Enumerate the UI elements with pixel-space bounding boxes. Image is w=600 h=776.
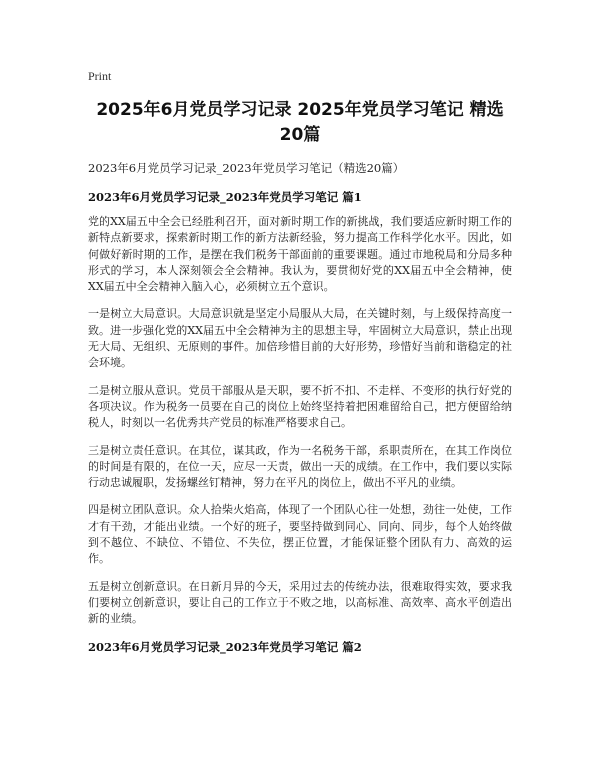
print-label: Print [88, 69, 112, 83]
section-heading: 2023年6月党员学习记录_2023年党员学习笔记 篇2 [88, 639, 362, 654]
section-1 [88, 189, 512, 628]
document-subtitle: 2023年6月党员学习记录_2023年党员学习笔记（精选20篇） [88, 161, 405, 175]
paragraph: 三是树立责任意识。在其位，谋其政，作为一名税务干部，系职责所在，在其工作岗位的时间是有限的，在位一天，应尽一天责，做出一天的成绩。在工作中，我们要以实际行动忠诚履职，发扬螺丝钉精神，努力在平凡的岗位上，做出不平凡的业绩。 [88, 443, 512, 490]
paragraph: 一是树立大局意识。大局意识就是坚定小局服从大局，在关键时刻，与上级保持高度一致。进一步强化党的XX届五中全会精神为主的思想主导，牢固树立大局意识，禁止出现无大局、无组织、无原则的事件。加倍珍惜目前的大好形势，珍惜好当前和谐稳定的社会环境。 [88, 307, 512, 370]
paragraph: 二是树立服从意识。党员干部服从是天职，要不折不扣、不走样、不变形的执行好党的各项决议。作为税务一员要在自己的岗位上始终坚持着把困难留给自己，把方便留给纳税人，时刻以一名优秀共产党员的标准严格要求自己。 [88, 383, 512, 430]
section-heading: 2023年6月党员学习记录_2023年党员学习笔记 篇1 [88, 190, 362, 204]
section-2 [88, 639, 512, 656]
document-page [88, 68, 512, 664]
paragraph: 五是树立创新意识。在日新月异的今天，采用过去的传统办法，很难取得实效，要求我们要树立创新意识，要让自己的工作立于不败之地，以高标准、高效率、高水平创造出新的业绩。 [88, 579, 512, 626]
document-title: 2025年6月党员学习记录 2025年党员学习笔记 精选20篇 [96, 100, 504, 145]
paragraph: 党的XX届五中全会已经胜利召开，面对新时期工作的新挑战，我们要适应新时期工作的新特点新要求，探索新时期工作的新方法新经验，努力提高工作科学化水平。因此，如何做好新时期的工作，是摆在我们税务干部面前的重要课题。通过市地税局和分局多种形式的学习，本人深刻领会全会精神。我认为，要贯彻好党的XX届五中全会精神，使XX届五中全会精神入脑入心，必须树立五个意识。 [88, 215, 512, 294]
paragraph: 四是树立团队意识。众人拾柴火焰高，体现了一个团队心往一处想，劲往一处使，工作才有干劲，才能出业绩。一个好的班子，要坚持做到同心、同向、同步，每个人始终做到不越位、不缺位、不错位、不失位，摆正位置，才能保证整个团队有力、高效的运作。 [88, 503, 512, 566]
